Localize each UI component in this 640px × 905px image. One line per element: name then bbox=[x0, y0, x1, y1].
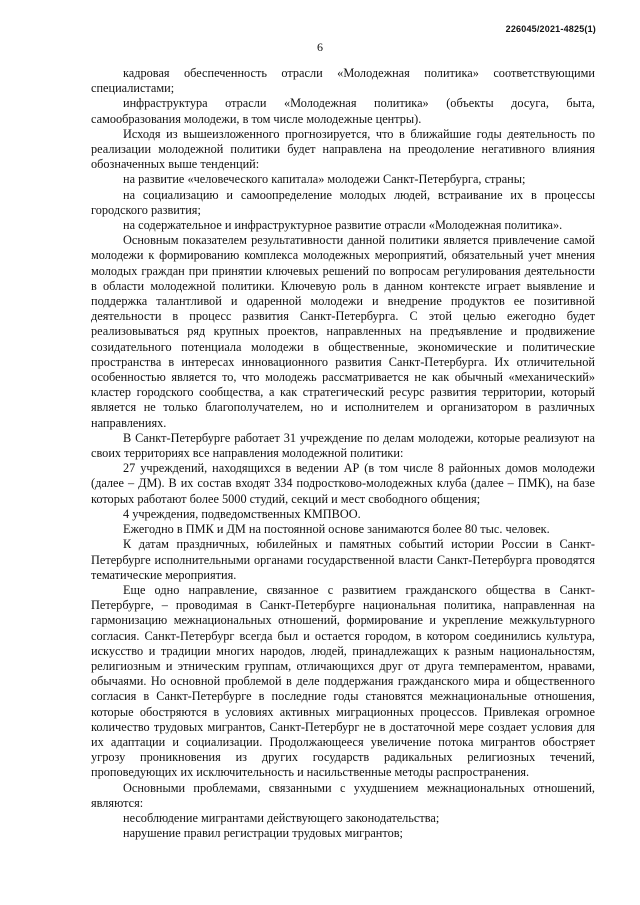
paragraph: 4 учреждения, подведомственных КМПВОО. bbox=[123, 506, 361, 521]
paragraph: нарушение правил регистрации трудовых мигрантов; bbox=[123, 826, 403, 841]
paragraph: инфраструктура отрасли «Молодежная политика» (объекты досуга, быта, самообразования молодежи, в том числе молодежные центры). bbox=[91, 96, 595, 126]
paragraph: на развитие «человеческого капитала» молодежи Санкт-Петербурга, страны; bbox=[123, 172, 526, 187]
document-number: 226045/2021-4825(1) bbox=[505, 24, 596, 34]
paragraph: Еще одно направление, связанное с развитием гражданского общества в Санкт-Петербурге, – проводимая в Санкт-Петербурге национальная политика, направленная на гармонизацию межнациональных отношений, формирование и укрепление межкультурного согласия. Санкт-Петербург всегда был и остается городом, в котором соединились культура, искусство и традиции многих народов, людей, принадлежащих к разным национальностям, религиозным и этническим группам, отличающихся друг от друга темпераментом, нравами, обычаями. Но основной проблемой в деле поддержания гражданского мира и общественного согласия в Санкт-Петербурге в последние годы становятся межнациональные отношения, которые обостряются в условиях активных миграционных процессов. Привлекая огромное количество трудовых мигрантов, Санкт-Петербург не в достаточной мере создает условия для их адаптации и социализации. Продолжающееся увеличение потока мигрантов обостряет угрозу проникновения из других государств радикальных религиозных течений, проповедующих их исключительность и насильственные методы распространения. bbox=[91, 582, 595, 780]
paragraph: Основными проблемами, связанными с ухудшением межнациональных отношений, являются: bbox=[91, 780, 595, 810]
page-number: 6 bbox=[317, 40, 323, 54]
paragraph: Основным показателем результативности данной политики является привлечение самой молодежи к формированию комплекса молодежных мероприятий, обязательный учет мнения молодых граждан при принятии ключевых решений по вопросам регулирования деятельности в области молодежной политики. Ключевую роль в данном контексте играет выявление и поддержка талантливой и одаренной молодежи и внедрение продуктов ее позитивной деятельности в процесс развития Санкт-Петербурга. С этой целью ежегодно будет реализовываться ряд крупных проектов, направленных на предъявление и продвижение созидательного потенциала молодежи в общественные, экономические и политические пространства в интересах инновационного развития Санкт-Петербурга. Их отличительной особенностью является то, что молодежь рассматривается не как обычный «механический» кластер городского сообщества, а как стратегический ресурс развития территории, который является не только благополучателем, но и исполнителем и организатором в различных направлениях. bbox=[91, 233, 595, 430]
paragraph: несоблюдение мигрантами действующего законодательства; bbox=[123, 810, 440, 825]
paragraph: на содержательное и инфраструктурное развитие отрасли «Молодежная политика». bbox=[123, 218, 563, 233]
paragraph: К датам праздничных, юбилейных и памятных событий истории России в Санкт-Петербурге исполнительными органами государственной власти Санкт-Петербурга проводятся тематические мероприятия. bbox=[91, 537, 595, 582]
paragraph: Исходя из вышеизложенного прогнозируется, что в ближайшие годы деятельность по реализации молодежной политики будет направлена на преодоление негативного влияния обозначенных выше тенденций: bbox=[91, 126, 595, 172]
paragraph: кадровая обеспеченность отрасли «Молодежная политика» соответствующими специалистами; bbox=[91, 66, 595, 96]
paragraph: 27 учреждений, находящихся в ведении АР (в том числе 8 районных домов молодежи (далее – ДМ). В их состав входят 334 подростково-молодежных клуба (далее – ПМК), на базе которых работают более 5000 студий, секций и мест свободного общения; bbox=[91, 461, 595, 506]
paragraph: В Санкт-Петербурге работает 31 учреждение по делам молодежи, которые реализуют на своих территориях все направления молодежной политики: bbox=[91, 430, 595, 461]
paragraph: на социализацию и самоопределение молодых людей, встраивание их в процессы городского развития; bbox=[91, 187, 595, 217]
paragraph: Ежегодно в ПМК и ДМ на постоянной основе занимаются более 80 тыс. человек. bbox=[123, 522, 550, 537]
document-body bbox=[91, 66, 595, 841]
